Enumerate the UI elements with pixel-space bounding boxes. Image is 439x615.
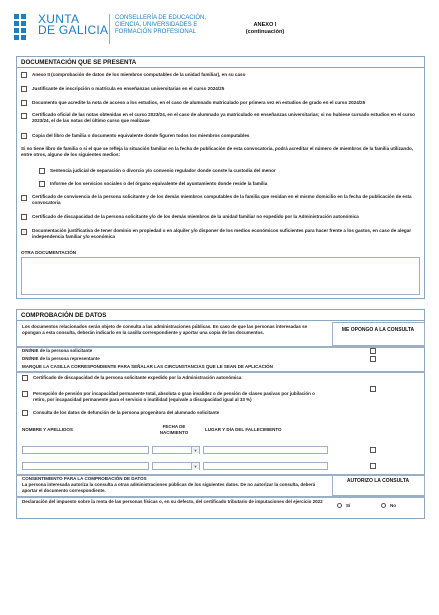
circ-item-2: Percepción de pensión por incapacidad permanente total, absoluta o gran invalidez o de pensión de clases pasivas por jubilación o retiro, por incapacidad permanente para el servicio o inutilidad (equivale a discapacidad igual al 33 %) <box>33 391 315 402</box>
subdoc-item-2: Informe de los servicios sociales o del órgano equivalente del ayuntamiento donde reside la familia <box>50 181 268 186</box>
doc-item-4: Certificado oficial de las notas obtenidas en el curso 2023/24, en el caso de alumnado ya matriculado en enseñanzas universitarias; si no hubiese cursado estudios en el curso 2023/24, el de las notas del último curso que realizase <box>32 112 415 123</box>
annex-title: ANEXO I (continuación) <box>245 22 285 35</box>
checkbox-doc-3[interactable] <box>21 100 27 106</box>
circ-item-1: Certificado de discapacidad de la persona solicitante expedido por la Administración autonómica <box>33 375 242 380</box>
oppose-deceased-checkbox-2[interactable] <box>370 463 376 469</box>
family-book-note: Si no tiene libro de familia o si el que se refleja la situación familiar en la fecha de publicación de esta convocatoria, podrá acreditar el número de miembros de la familia utilizando, entre otros, alguno de los siguientes medios: <box>21 146 414 157</box>
data-check-intro: Los documentos relacionados serán objeto de consulta a las administraciones públicas. En caso de que las personas interesadas se opongan a esta consulta, deberán indicarlo en la casilla correspondiente y aportar una copia de los documentos. <box>22 324 308 335</box>
chevron-down-icon[interactable]: ▼ <box>191 463 199 470</box>
authorize-header: AUTORIZO LA CONSULTA <box>346 478 410 484</box>
oppose-header-cell <box>332 322 425 346</box>
header <box>12 8 432 50</box>
oppose-circ-checkbox[interactable] <box>370 386 376 392</box>
checkbox-circ-1[interactable] <box>22 375 28 381</box>
subdoc-item-1: Sentencia judicial de separación o divorcio y/o convenio regulador donde conste la custodia del menor <box>50 168 276 173</box>
row-divider <box>16 496 425 498</box>
tax-declaration-text: Declaración del impuesto sobre la renta de las personas físicas o, en su defecto, del certificado tributario de imputaciones del ejercicio 2022 <box>22 499 323 504</box>
checkbox-doc-1[interactable] <box>21 72 27 78</box>
col-birth-header: FECHA DE NACIMIENTO <box>159 424 189 435</box>
deceased-birth-input-2[interactable] <box>152 462 200 470</box>
yes-label: Sí <box>346 503 351 508</box>
oppose-dni-applicant-checkbox[interactable] <box>370 348 376 354</box>
oppose-dni-representative-checkbox[interactable] <box>370 356 376 362</box>
checkbox-subdoc-1[interactable] <box>39 168 45 174</box>
col-name-header: NOMBRE Y APELLIDOS <box>22 427 73 432</box>
chevron-down-icon[interactable]: ▼ <box>191 447 199 454</box>
circ-item-3: Consulta de los datos de defunción de la persona progenitora del alumnado solicitante <box>33 410 220 415</box>
checkbox-doc-8[interactable] <box>21 229 27 235</box>
oppose-header: ME OPONGO A LA CONSULTA <box>341 327 415 333</box>
checkbox-doc-5[interactable] <box>21 133 27 139</box>
dni-representative-label: DNI/NIE de la persona representante <box>22 356 100 361</box>
deceased-place-input-1[interactable] <box>203 446 328 454</box>
authorize-header-cell <box>332 474 425 496</box>
checkbox-doc-6[interactable] <box>21 195 27 201</box>
doc-item-1: Anexo II (comprobación de datos de los miembros computables de la unidad familiar), en su caso <box>32 72 246 77</box>
authorize-yes-radio[interactable] <box>337 503 342 508</box>
other-documentation-label: OTRA DOCUMENTACIÓN <box>21 250 77 255</box>
oppose-deceased-checkbox-1[interactable] <box>370 447 376 453</box>
checkbox-doc-7[interactable] <box>21 214 27 220</box>
deceased-birth-input-1[interactable] <box>152 446 200 454</box>
consent-text: La persona interesada autoriza la consulta a otras administraciones públicas de los siguientes datos. De no autorizar la consulta, deberá aportar el documento correspondiente. <box>22 482 316 493</box>
no-label: No <box>390 503 396 508</box>
checkbox-subdoc-2[interactable] <box>39 181 45 187</box>
brand-name: XUNTA DE GALICIA <box>38 12 109 37</box>
checkbox-circ-3[interactable] <box>22 410 28 416</box>
documentation-title: DOCUMENTACIÓN QUE SE PRESENTA <box>17 57 424 68</box>
doc-item-3: Documento que acredite la nota de acceso a los estudios, en el caso de alumnado matriculado por primera vez en estudios de grado en el curso 2024/25 <box>32 100 366 105</box>
col-place-header: LUGAR Y DÍA DEL FALLECIMIENTO <box>205 427 282 432</box>
authorize-no-radio[interactable] <box>381 503 386 508</box>
xunta-logo-icon <box>12 12 34 46</box>
deceased-name-input-1[interactable] <box>22 446 149 454</box>
department-name: CONSELLERÍA DE EDUCACIÓN, CIENCIA, UNIVERSIDADES E FORMACIÓN PROFESIONAL <box>115 15 207 35</box>
doc-item-8: Documentación justificativa de tener dominio en propiedad o en alquiler y/o disponer de los medios económicos suficientes para hacer frente a los gastos, en caso de alegar independencia familiar y/o económica <box>32 228 412 239</box>
mark-circumstances-header: MARQUE LA CASILLA CORRESPONDIENTE PARA SEÑALAR LAS CIRCUNSTANCIAS QUE LE SEAN DE APLICACIÓN <box>22 364 273 369</box>
data-check-title: COMPROBACIÓN DE DATOS <box>17 310 424 321</box>
deceased-name-input-2[interactable] <box>22 462 149 470</box>
deceased-place-input-2[interactable] <box>203 462 328 470</box>
brand-divider <box>109 14 110 44</box>
row-divider <box>16 371 425 373</box>
checkbox-doc-2[interactable] <box>21 86 27 92</box>
doc-item-2: Justificante de inscripción o matrícula en enseñanzas universitarias en el curso 2024/25 <box>32 86 225 91</box>
checkbox-doc-4[interactable] <box>21 113 27 119</box>
doc-item-6: Certificado de convivencia de la persona solicitante y de los demás miembros computables de la familia que residan en el mismo domicilio en la fecha de publicación de esta convocatoria <box>32 194 412 205</box>
checkbox-circ-2[interactable] <box>22 391 28 397</box>
doc-item-5: Copia del libro de familia o documento equivalente donde figuren todos los miembros computables <box>32 133 250 138</box>
other-documentation-textarea[interactable] <box>21 257 420 295</box>
doc-item-7: Certificado de discapacidad de la persona solicitante y/o de los demás miembros de la unidad familiar no expedido por la Administración autonómica <box>32 214 359 219</box>
dni-applicant-label: DNI/NIE de la persona solicitante <box>22 348 93 353</box>
consent-title: CONSENTIMIENTO PARA LA COMPROBACIÓN DE DATOS <box>22 476 147 481</box>
